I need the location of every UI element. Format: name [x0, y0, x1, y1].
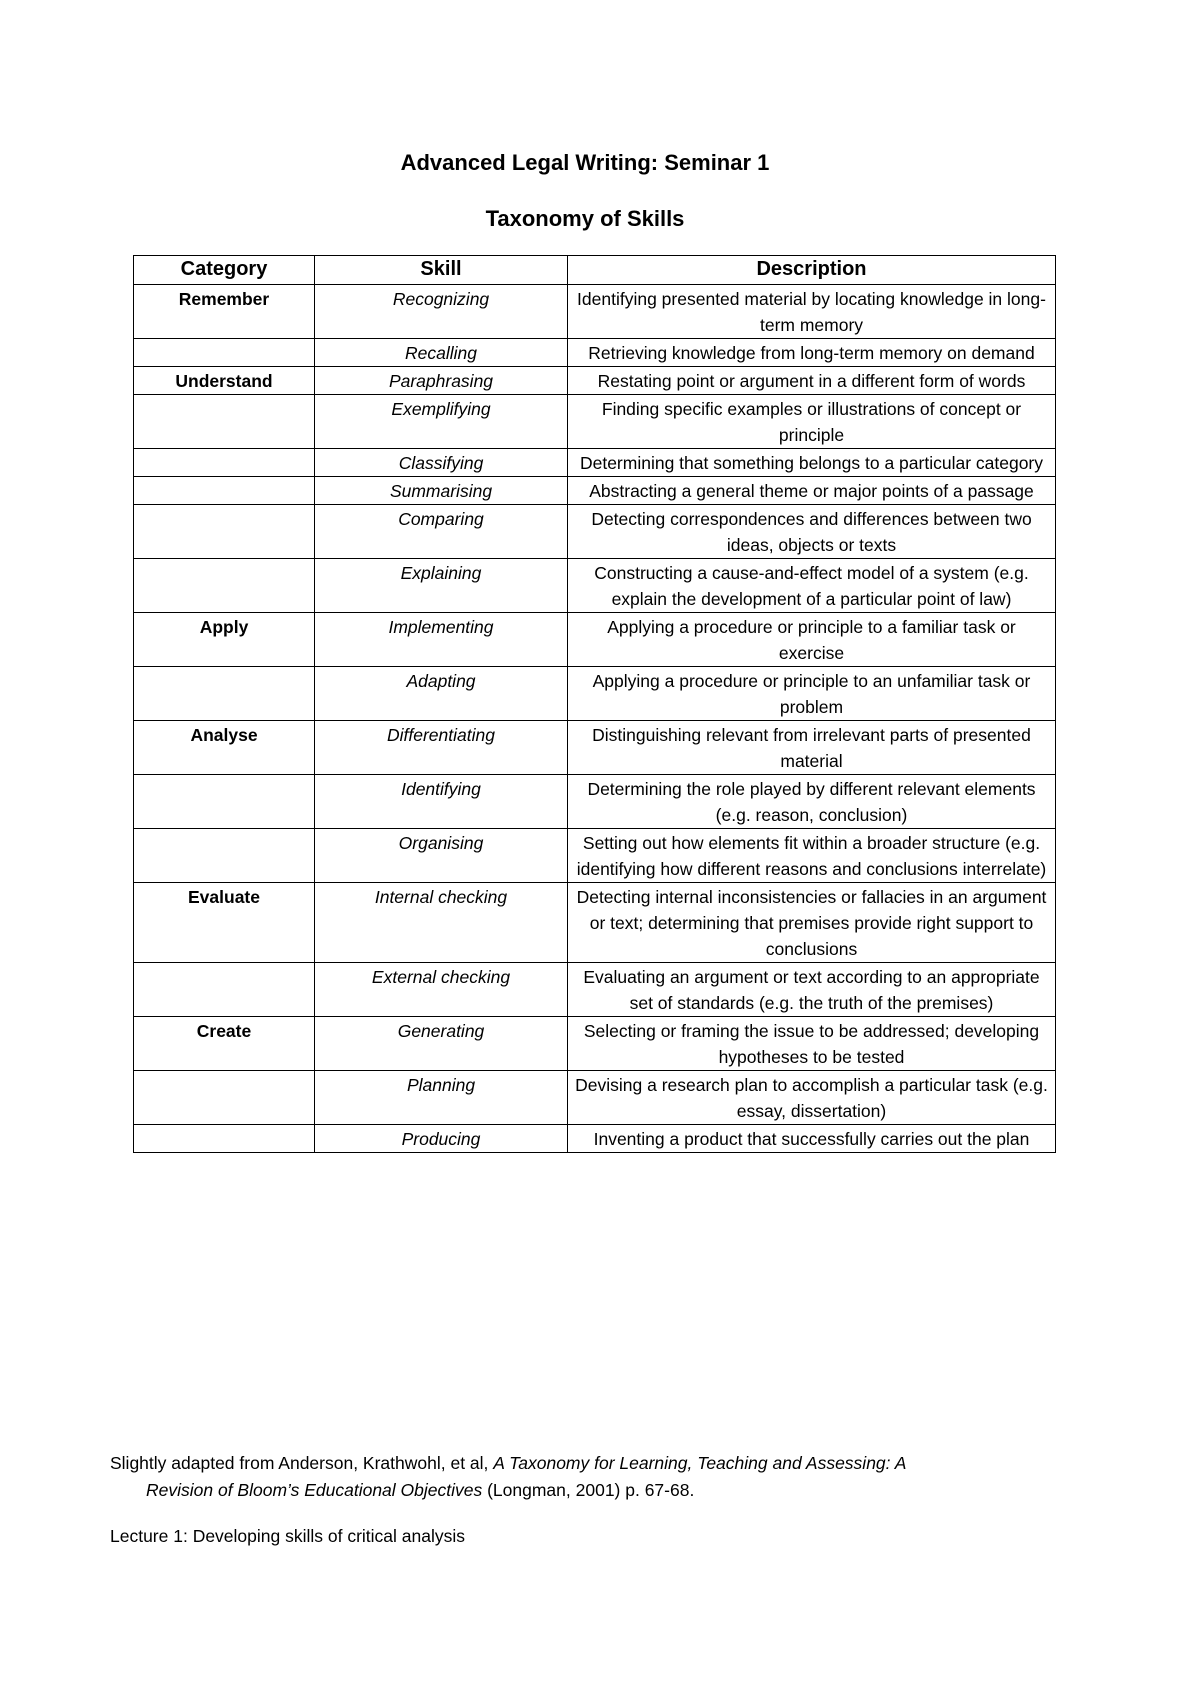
description-cell: Selecting or framing the issue to be addressed; developing hypotheses to be tested — [568, 1017, 1056, 1071]
citation-prefix: Slightly adapted from Anderson, Krathwohl, et al, — [110, 1453, 494, 1473]
table-row — [134, 1017, 1056, 1071]
description-cell: Determining that something belongs to a particular category — [568, 449, 1056, 477]
citation-suffix: (Longman, 2001) p. 67-68. — [482, 1480, 695, 1500]
category-cell — [134, 559, 315, 613]
category-cell — [134, 339, 315, 367]
skill-cell: Recognizing — [315, 285, 568, 339]
category-cell — [134, 395, 315, 449]
table-row — [134, 667, 1056, 721]
skill-cell: Implementing — [315, 613, 568, 667]
skill-cell: Adapting — [315, 667, 568, 721]
skill-cell: External checking — [315, 963, 568, 1017]
category-cell: Apply — [134, 613, 315, 667]
taxonomy-table — [133, 255, 1056, 1153]
skill-cell: Generating — [315, 1017, 568, 1071]
category-cell: Analyse — [134, 721, 315, 775]
document-title: Advanced Legal Writing: Seminar 1 — [400, 150, 770, 175]
skill-cell: Identifying — [315, 775, 568, 829]
skill-cell: Internal checking — [315, 883, 568, 963]
description-cell: Finding specific examples or illustrations of concept or principle — [568, 395, 1056, 449]
skill-cell: Summarising — [315, 477, 568, 505]
table-row — [134, 613, 1056, 667]
category-cell — [134, 1071, 315, 1125]
description-cell: Inventing a product that successfully carries out the plan — [568, 1125, 1056, 1153]
description-cell: Determining the role played by different relevant elements (e.g. reason, conclusion) — [568, 775, 1056, 829]
table-row — [134, 367, 1056, 395]
table-header-row — [134, 256, 1056, 285]
lecture-note: Lecture 1: Developing skills of critical analysis — [110, 1526, 466, 1546]
description-cell: Constructing a cause-and-effect model of a system (e.g. explain the development of a particular point of law) — [568, 559, 1056, 613]
header-description: Description — [568, 256, 1056, 285]
skill-cell: Differentiating — [315, 721, 568, 775]
skill-cell: Classifying — [315, 449, 568, 477]
citation-book-title-1: A Taxonomy for Learning, Teaching and Assessing: A — [493, 1453, 907, 1473]
category-cell — [134, 1125, 315, 1153]
description-cell: Restating point or argument in a different form of words — [568, 367, 1056, 395]
citation — [110, 1450, 1070, 1504]
description-cell: Abstracting a general theme or major points of a passage — [568, 477, 1056, 505]
table-row — [134, 775, 1056, 829]
category-cell — [134, 963, 315, 1017]
table-row — [134, 477, 1056, 505]
skill-cell: Producing — [315, 1125, 568, 1153]
table-row — [134, 721, 1056, 775]
document-subtitle: Taxonomy of Skills — [485, 206, 685, 231]
table-row — [134, 395, 1056, 449]
table-row — [134, 1071, 1056, 1125]
category-cell — [134, 775, 315, 829]
table-row — [134, 883, 1056, 963]
skill-cell: Exemplifying — [315, 395, 568, 449]
description-cell: Identifying presented material by locating knowledge in long-term memory — [568, 285, 1056, 339]
description-cell: Distinguishing relevant from irrelevant parts of presented material — [568, 721, 1056, 775]
category-cell — [134, 477, 315, 505]
table-row — [134, 559, 1056, 613]
category-cell: Evaluate — [134, 883, 315, 963]
description-cell: Applying a procedure or principle to a familiar task or exercise — [568, 613, 1056, 667]
description-cell: Evaluating an argument or text according to an appropriate set of standards (e.g. the truth of the premises) — [568, 963, 1056, 1017]
category-cell: Remember — [134, 285, 315, 339]
description-cell: Setting out how elements fit within a broader structure (e.g. identifying how different reasons and conclusions interrelate) — [568, 829, 1056, 883]
category-cell: Understand — [134, 367, 315, 395]
category-cell — [134, 505, 315, 559]
skill-cell: Paraphrasing — [315, 367, 568, 395]
skill-cell: Organising — [315, 829, 568, 883]
description-cell: Devising a research plan to accomplish a particular task (e.g. essay, dissertation) — [568, 1071, 1056, 1125]
table-body — [134, 285, 1056, 1153]
table-row — [134, 829, 1056, 883]
category-cell — [134, 829, 315, 883]
table-row — [134, 449, 1056, 477]
description-cell: Applying a procedure or principle to an unfamiliar task or problem — [568, 667, 1056, 721]
description-cell: Retrieving knowledge from long-term memory on demand — [568, 339, 1056, 367]
skill-cell: Recalling — [315, 339, 568, 367]
skill-cell: Comparing — [315, 505, 568, 559]
table-row — [134, 339, 1056, 367]
skill-cell: Planning — [315, 1071, 568, 1125]
header-skill: Skill — [315, 256, 568, 285]
skill-cell: Explaining — [315, 559, 568, 613]
table-row — [134, 285, 1056, 339]
citation-book-title-2: Revision of Bloom’s Educational Objectives — [146, 1480, 483, 1500]
table-row — [134, 505, 1056, 559]
category-cell: Create — [134, 1017, 315, 1071]
table-row — [134, 963, 1056, 1017]
category-cell — [134, 449, 315, 477]
table-row — [134, 1125, 1056, 1153]
description-cell: Detecting correspondences and differences between two ideas, objects or texts — [568, 505, 1056, 559]
description-cell: Detecting internal inconsistencies or fallacies in an argument or text; determining that premises provide right support to conclusions — [568, 883, 1056, 963]
category-cell — [134, 667, 315, 721]
header-category: Category — [134, 256, 315, 285]
